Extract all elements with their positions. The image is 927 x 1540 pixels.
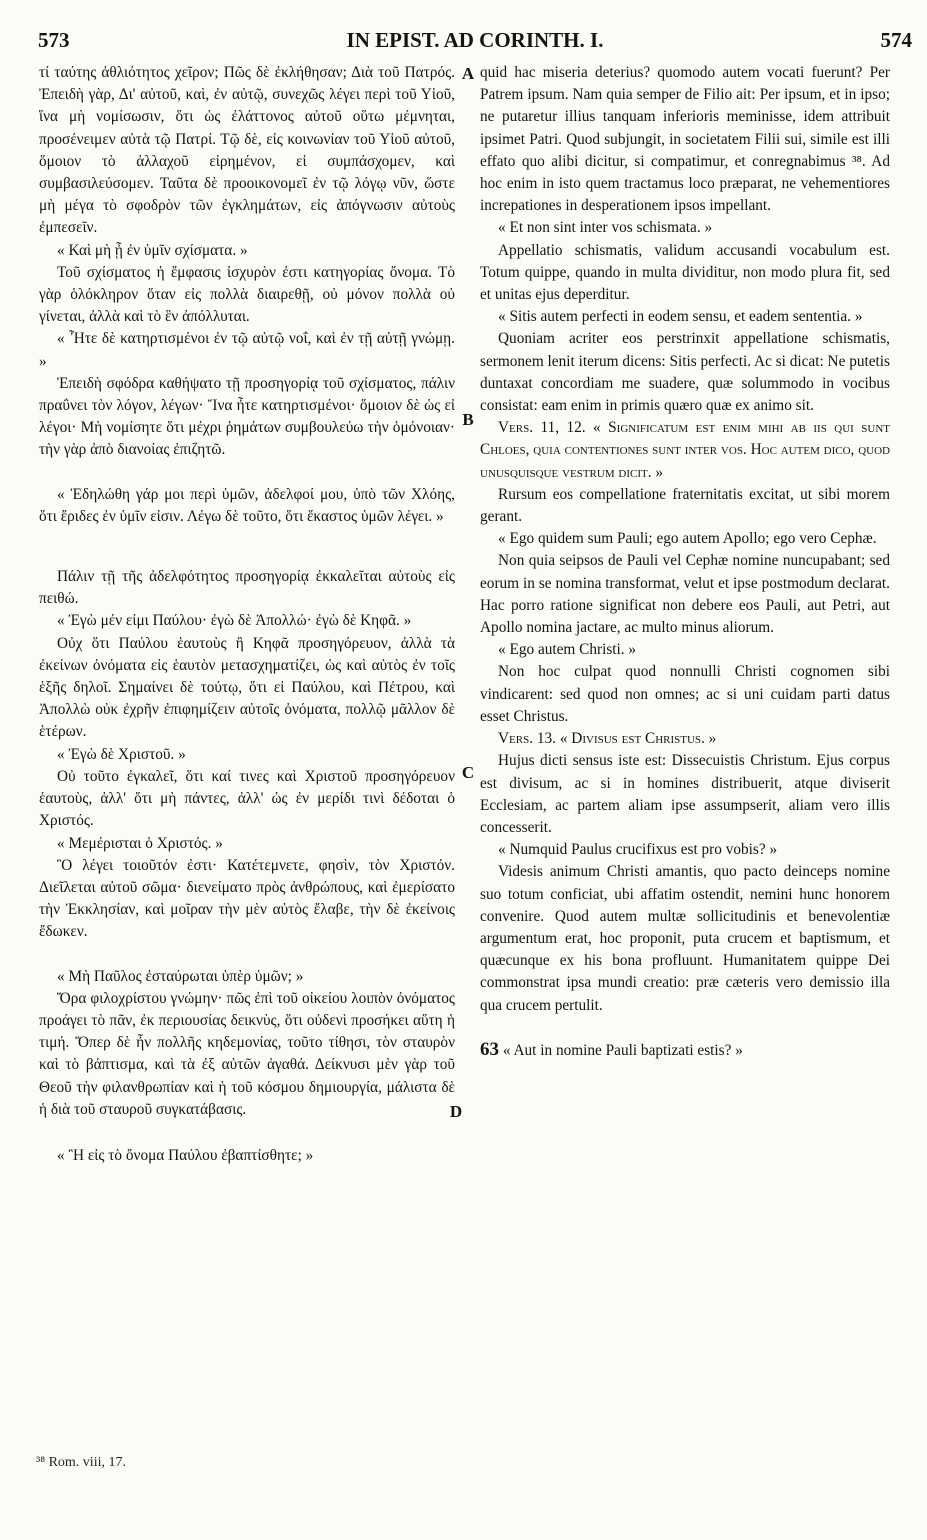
latin-paragraph: Videsis animum Christi amantis, quo pacto deinceps nomine suo totum conficiat, ubi affatim ostendit, nemini hunc honorem convenire. Quod autem multæ sollicitudinis et benevolentiæ argumentum erat, hoc proponit, puta crucem et baptismum, et quæcunque ex his bona profluunt. Humanitatem quippe Dei commonstrat ipsa mundi creatio: præ cæteris vero demissio illa qua crucem pertulit. bbox=[480, 863, 890, 1014]
greek-paragraph: Πάλιν τῇ τῆς ἀδελφότητος προσηγορίᾳ ἐκκαλεῖται αὐτοὺς εἰς πειθώ. bbox=[39, 568, 455, 608]
latin-verse: « Ego autem Christi. » bbox=[498, 641, 637, 659]
margin-marker-a: A bbox=[461, 64, 475, 83]
latin-paragraph: Appellatio schismatis, validum accusandi vocabulum est. Totum quippe, quando in multa dividitur, non modo plura fit, sed et unitas ejus deperditur. bbox=[480, 241, 890, 304]
margin-marker-b: B bbox=[462, 410, 474, 429]
latin-paragraph: Non quia seipsos de Pauli vel Cephæ nomine nuncupabant; sed eorum in se nomina transformat, velut et ipse postmodum declarat. Hac porro ratione significat non debere eos Pauli, aut Petri, aut Apollo nomina jactare, ac multo minus aliorum. bbox=[480, 552, 890, 637]
greek-verse: « Ἐγὼ μέν εἰμι Παύλου· ἐγὼ δὲ Ἀπολλώ· ἐγὼ δὲ Κηφᾶ. » bbox=[57, 612, 412, 630]
page-number-right: 574 bbox=[880, 28, 912, 52]
latin-paragraph: Hujus dicti sensus iste est: Dissecuistis Christum. Ejus corpus est divisum, ac si in homines distribuerit, atque diviserit Ecclesiam, ac partem aliam ipse assumpserit, aliam vero illis concesserit. bbox=[480, 752, 890, 836]
greek-verse: « Ἢ εἰς τὸ ὄνομα Παύλου ἐβαπτίσθητε; » bbox=[57, 1146, 314, 1164]
greek-verse: « Καὶ μὴ ᾖ ἐν ὑμῖν σχίσματα. » bbox=[57, 241, 248, 259]
greek-verse: « Ἐγὼ δὲ Χριστοῦ. » bbox=[57, 745, 186, 763]
greek-paragraph: Οὐ τοῦτο ἐγκαλεῖ, ὅτι καί τινες καὶ Χριστοῦ προσηγόρευον ἑαυτοὺς, ἀλλ' ὅτι μὴ πάντες, ἀλλ' ὡς ἐν μερίδι τινὶ δέδοται ὁ Χριστός. bbox=[39, 767, 455, 830]
greek-column bbox=[39, 62, 455, 1167]
latin-paragraph: Rursum eos compellatione fraternitatis excitat, ut sibi morem gerant. bbox=[480, 485, 890, 526]
latin-verse: « Et non sint inter vos schismata. » bbox=[498, 219, 713, 237]
latin-verse: « Sitis autem perfecti in eodem sensu, et eadem sententia. » bbox=[498, 308, 863, 326]
latin-verse: « Aut in nomine Pauli baptizati estis? » bbox=[502, 1041, 743, 1059]
latin-verse-numbered bbox=[480, 1039, 890, 1062]
column-number: 63 bbox=[480, 1038, 499, 1060]
page-header bbox=[38, 28, 912, 58]
running-title: IN EPIST. AD CORINTH. I. bbox=[346, 28, 604, 52]
greek-paragraph: Ὃ λέγει τοιοῦτόν ἐστι· Κατέτεμνετε, φησὶν, τὸν Χριστόν. Διεῖλεται αὐτοῦ σῶμα· διενείματο πρὸς ἀνθρώπους, καὶ ἐμερίσατο τὴν Ἐκκλησίαν, καὶ μοῖραν τὴν μὲν αὐτὸς ἔλαβε, τὴν δὲ ἐκείνοις ἔδωκεν. bbox=[39, 856, 455, 941]
greek-paragraph: Οὐχ ὅτι Παύλου ἑαυτοὺς ἢ Κηφᾶ προσηγόρευον, ἀλλὰ τὰ ἐκείνων ὀνόματα εἰς ἑαυτὸν μετασχηματίζει, ὡς καὶ αὐτὸς ἐν τοῖς ἑξῆς δηλοῖ. Σημαίνει δὲ τούτῳ, ὅτι εἰ Παύλου, καὶ Πέτρου, καὶ Ἀπολλὼ οὐκ ἐχρῆν ἐπιφημίζειν αὐτοῖς ὀνόματα, πολλῷ μᾶλλον δὲ ἑτέρων. bbox=[39, 634, 455, 741]
greek-paragraph: τί ταύτης ἀθλιότητος χεῖρον; Πῶς δὲ ἐκλήθησαν; Διὰ τοῦ Πατρός. Ἐπειδὴ γὰρ, Δι' αὐτοῦ, καὶ, ἐν αὐτῷ, συνεχῶς λέγει περὶ τοῦ Υἱοῦ, ἵνα μὴ νομίσωσιν, ὅτι ὡς ἐλάττονος αὐτοῦ οὕτω μέμνηται, προσένειμεν αὐτὰ τῷ Πατρί. Τῷ δὲ, εἰς κοινωνίαν τοῦ Υἱοῦ αὐτοῦ, ὅμοιον τὸ ἀλλαχοῦ εἰρημένον, εἰ συμπάσχομεν, καὶ συμβασιλεύσομεν. Ταῦτα δὲ προοικονομεῖ ἐν τῷ λόγῳ νῦν, ὥστε μὴ μέγα τὸ σφοδρὸν τῶν ἐγκλημάτων, εἰς ἀπόγνωσιν αὐτοὺς ἐμπεσεῖν. bbox=[39, 64, 455, 237]
latin-verse: « Numquid Paulus crucifixus est pro vobis? » bbox=[498, 841, 778, 859]
greek-paragraph: Ὅρα φιλοχρίστου γνώμην· πῶς ἐπὶ τοῦ οἰκείου λοιπὸν ὀνόματος προάγει τὸ πᾶν, ἐκ περιουσίας δεικνὺς, ὅτι οὐδενὶ προσήκει αὕτη ἡ τιμή. Ὅπερ δὲ ἦν πολλῆς κηδεμονίας, τοῦτο τίθησι, τὸν σταυρὸν καὶ τὸ βάπτισμα, καὶ τὰ ἐξ αὐτῶν ἀγαθά. Δείκνυσι μὲν γὰρ τοῦ Θεοῦ τὴν φιλανθρωπίαν καὶ ἡ τοῦ κόσμου δημιουργία, μάλιστα δὲ ἡ διὰ τοῦ σταυροῦ συγκατάβασις. bbox=[39, 989, 455, 1118]
greek-verse: « Ἦτε δὲ κατηρτισμένοι ἐν τῷ αὐτῷ νοΐ, καὶ ἐν τῇ αὐτῇ γνώμῃ. » bbox=[39, 330, 455, 370]
latin-paragraph: quid hac miseria deterius? quomodo autem vocati fuerunt? Per Patrem ipsum. Nam quia semper de Filio ait: Per ipsum, et in ipso; ne putaretur illius tanquam inferioris meminisse, idem attribuit ipsimet Patri. Quod subjungit, in societatem Filii sui, simile est illi effato quo alibi dicitur, si compatimur, et conregnabimus ³⁸. Ad hoc enim in isto quem tractamus loco præparat, ne vehementiores increpationes in desperationem ipsos impellant. bbox=[480, 64, 890, 215]
greek-verse: « Ἐδηλώθη γάρ μοι περὶ ὑμῶν, ἀδελφοί μου, ὑπὸ τῶν Χλόης, ὅτι ἔριδες ἐν ὑμῖν εἰσιν. Λέγω δὲ τοῦτο, ὅτι ἕκαστος ὑμῶν λέγει. » bbox=[39, 485, 455, 525]
latin-paragraph: Quoniam acriter eos perstrinxit appellatione schismatis, sermonem lenit iterum dicens: Sitis perfecti. Ac si dicat: Ne putetis duntaxat concordiam me suadere, quæ solummodo in vocibus consistat: eam enim in primis quæro quæ ex animo sit. bbox=[480, 330, 890, 415]
greek-verse: « Μεμέρισται ὁ Χριστός. » bbox=[57, 834, 223, 852]
latin-verse: Vers. 13. « Divisus est Christus. » bbox=[498, 730, 717, 748]
greek-verse: « Μὴ Παῦλος ἐσταύρωται ὑπὲρ ὑμῶν; » bbox=[57, 967, 304, 985]
margin-marker-d: D bbox=[449, 1102, 463, 1121]
latin-verse: « Ego quidem sum Pauli; ego autem Apollo; ego vero Cephæ. bbox=[498, 530, 877, 548]
margin-marker-c: C bbox=[461, 763, 475, 782]
greek-paragraph: Τοῦ σχίσματος ἡ ἔμφασις ἰσχυρὸν ἐστι κατηγορίας ὄνομα. Τὸ γὰρ ὁλόκληρον ὅταν εἰς πολλὰ διαιρεθῇ, οὐ μόνον πολλὰ οὐ γίνεται, ἀλλὰ καὶ τὸ ἓν ἀπόλλυται. bbox=[39, 263, 455, 326]
latin-verse: Vers. 11, 12. « Significatum est enim mihi ab iis qui sunt Chloes, quia contentiones sunt inter vos. Hoc autem dico, quod unusquisque vestrum dicit. » bbox=[480, 419, 890, 481]
page-number-left: 573 bbox=[38, 28, 70, 52]
footnote: ³⁸ Rom. viii, 17. bbox=[36, 1455, 126, 1470]
greek-paragraph: Ἐπειδὴ σφόδρα καθήψατο τῇ προσηγορίᾳ τοῦ σχίσματος, πάλιν πραΰνει τὸν λόγον, λέγων· Ἵνα ἦτε κατηρτισμένοι· ὅμοιον δὲ ὡς εἰ λέγοι· Μὴ νομίσητε ὅτι μέχρι ῥημάτων συμβουλεύω τὴν ὁμόνοιαν· τὴν γὰρ ἀπὸ διανοίας ἐπιζητῶ. bbox=[39, 374, 455, 459]
latin-paragraph: Non hoc culpat quod nonnulli Christi cognomen sibi vindicarent: sed quod non omnes; ac si uni cuidam parti datus esset Christus. bbox=[480, 663, 890, 725]
latin-column bbox=[480, 62, 890, 1062]
